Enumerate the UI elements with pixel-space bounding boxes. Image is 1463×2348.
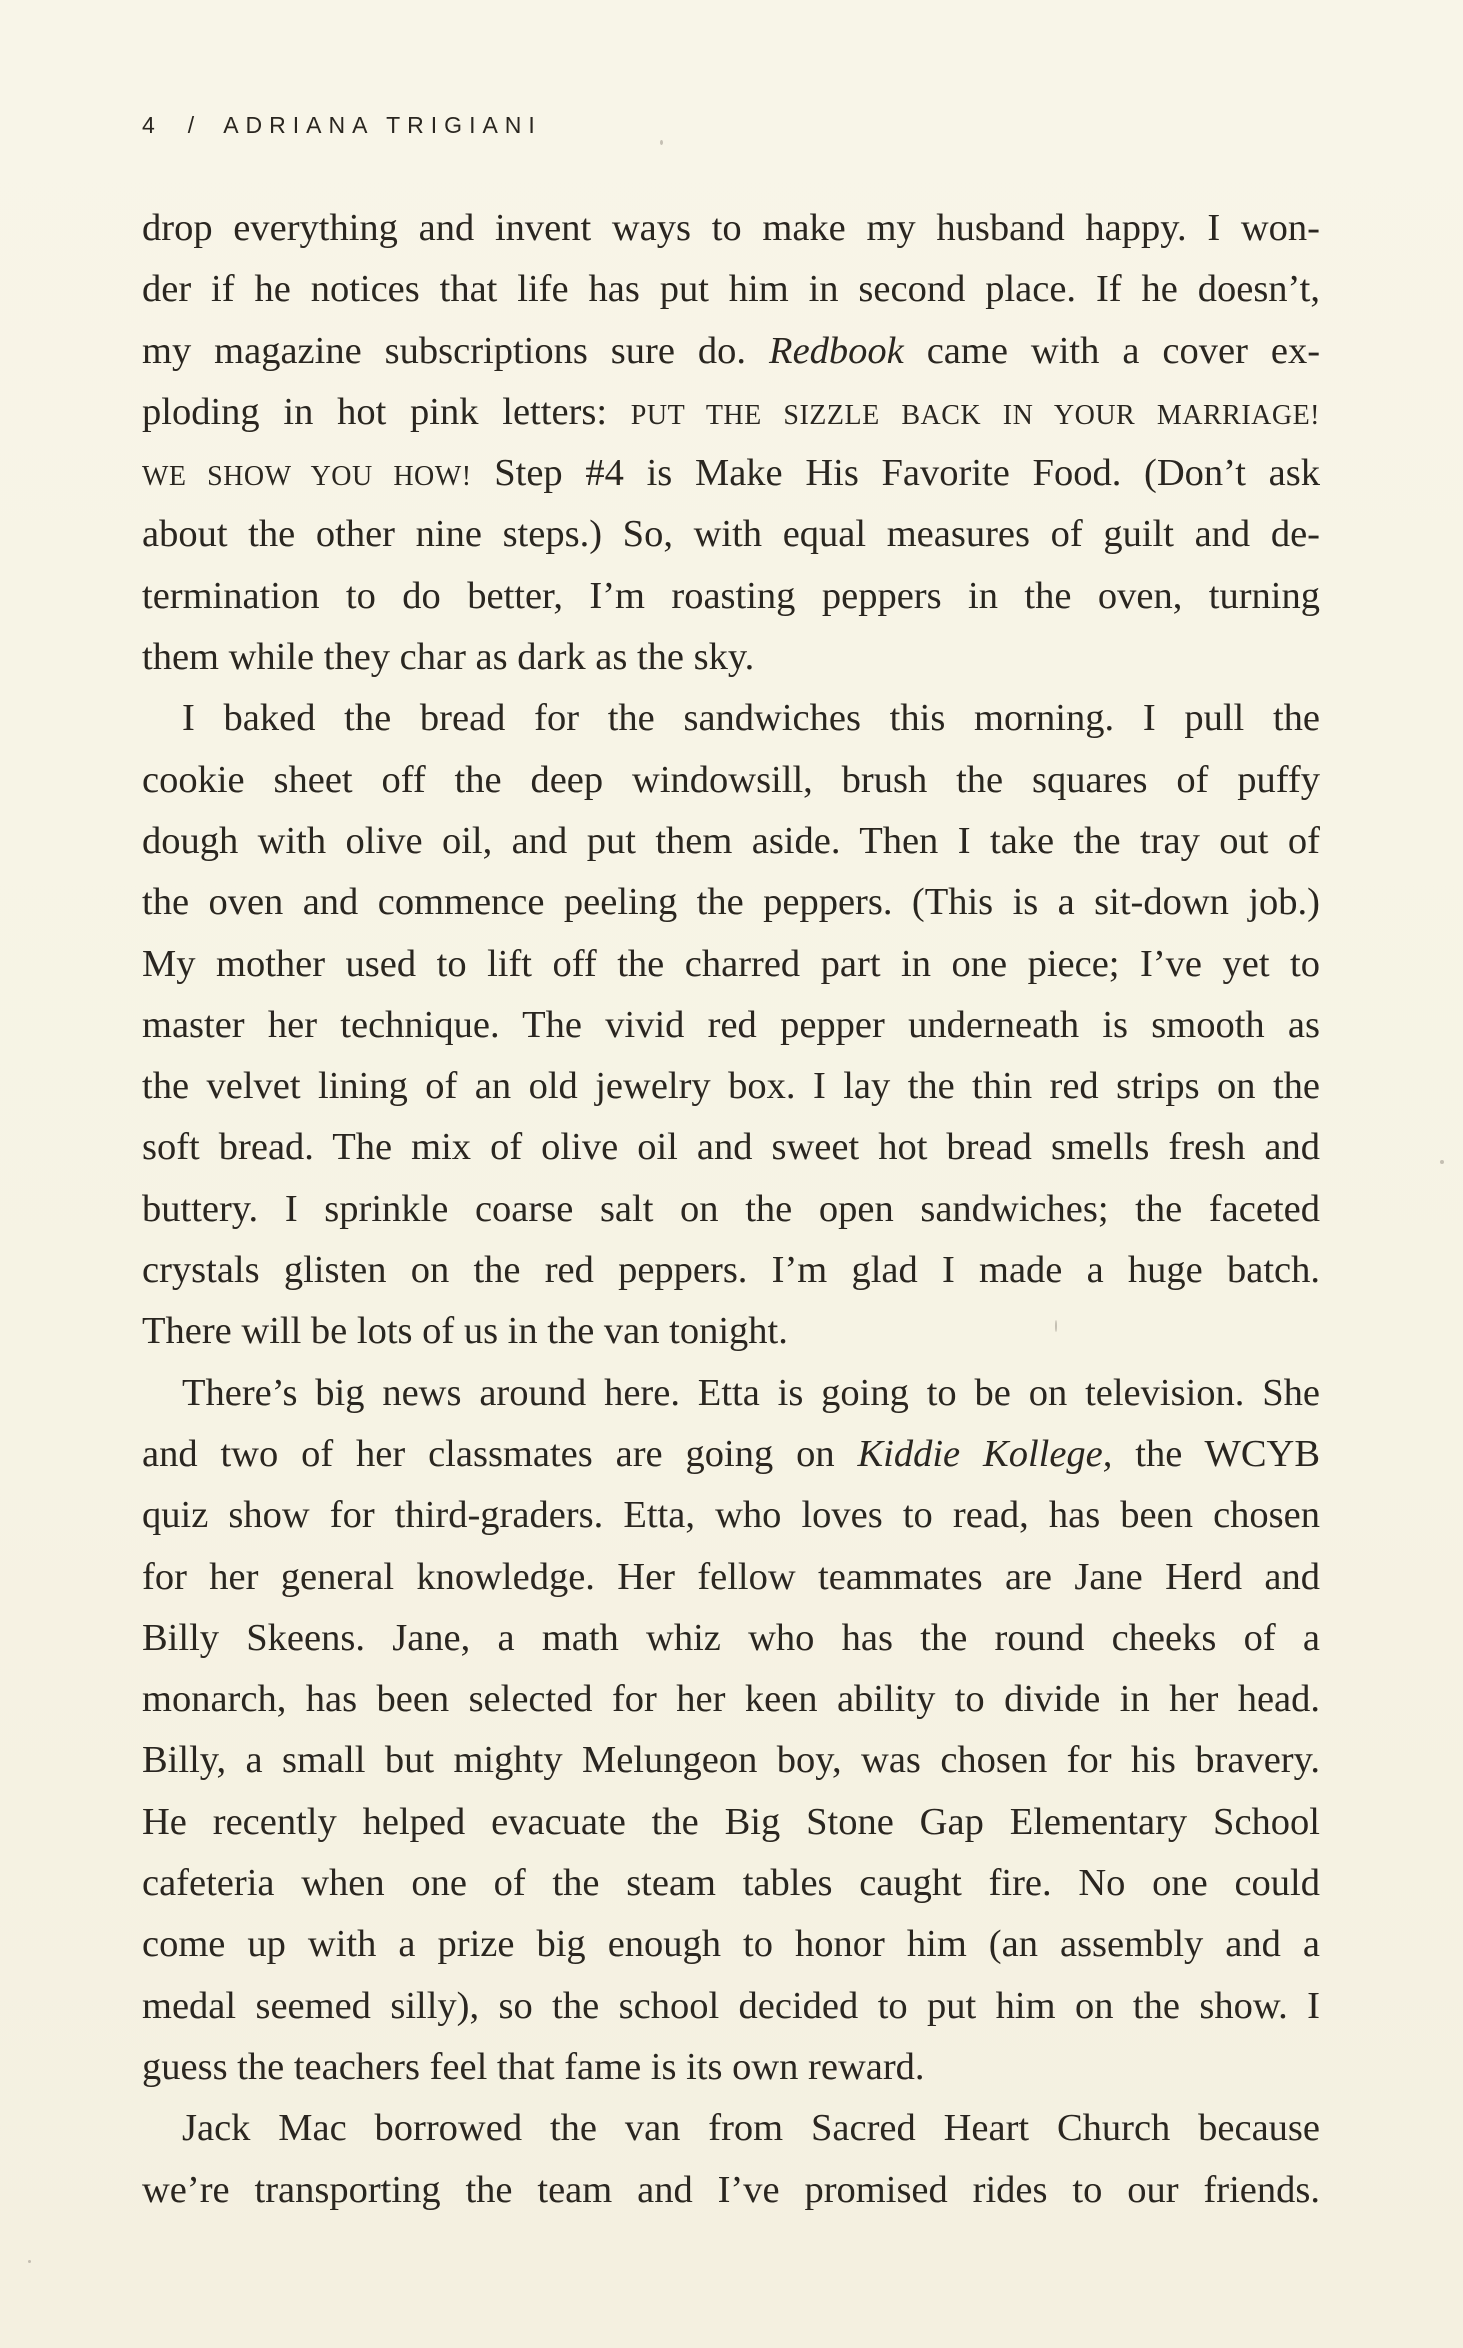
- text-line: and two of her classmates are going on Kiddie Kollege, the WCYB: [142, 1432, 1320, 1475]
- text-line: the oven and commence peeling the peppers. (This is a sit-down job.): [142, 881, 1320, 924]
- text-line: He recently helped evacuate the Big Stone Gap Elementary School: [142, 1800, 1320, 1843]
- text-line: cookie sheet off the deep windowsill, brush the squares of puffy: [142, 758, 1320, 801]
- text-line: WE SHOW YOU HOW! Step #4 is Make His Favorite Food. (Don’t ask: [142, 452, 1320, 495]
- running-head: [142, 112, 542, 139]
- text-line: Billy, a small but mighty Melungeon boy, was chosen for his bravery.: [142, 1739, 1320, 1782]
- text-line: My mother used to lift off the charred part in one piece; I’ve yet to: [142, 942, 1320, 985]
- text-line: Billy Skeens. Jane, a math whiz who has the round cheeks of a: [142, 1616, 1320, 1659]
- text-line: the velvet lining of an old jewelry box. I lay the thin red strips on the: [142, 1065, 1320, 1108]
- header-separator: /: [187, 112, 202, 138]
- text-line: drop everything and invent ways to make my husband happy. I won-: [142, 207, 1320, 249]
- text-line: I baked the bread for the sandwiches this morning. I pull the: [182, 697, 1320, 740]
- text-line: them while they char as dark as the sky.: [142, 636, 755, 679]
- text-line: quiz show for third-graders. Etta, who loves to read, has been chosen: [142, 1494, 1320, 1537]
- scan-speck: [28, 2260, 31, 2263]
- scan-speck: [1440, 1160, 1444, 1164]
- text-line: There’s big news around here. Etta is going to be on television. She: [182, 1371, 1320, 1414]
- text-line: Jack Mac borrowed the van from Sacred Heart Church because: [182, 2107, 1320, 2150]
- text-line: master her technique. The vivid red pepper underneath is smooth as: [142, 1003, 1320, 1046]
- text-line: about the other nine steps.) So, with equal measures of guilt and de-: [142, 513, 1320, 556]
- text-line: medal seemed silly), so the school decided to put him on the show. I: [142, 1984, 1320, 2027]
- small-caps-headline: WE SHOW YOU HOW!: [142, 461, 472, 493]
- magazine-title: Redbook: [769, 329, 904, 372]
- text-line: buttery. I sprinkle coarse salt on the open sandwiches; the faceted: [142, 1187, 1320, 1230]
- text-line: dough with olive oil, and put them aside. Then I take the tray out of: [142, 819, 1320, 862]
- scan-speck: [660, 140, 663, 145]
- text-line: crystals glisten on the red peppers. I’m glad I made a huge batch.: [142, 1249, 1320, 1292]
- small-caps-headline: PUT THE SIZZLE BACK IN YOUR MARRIAGE!: [630, 399, 1320, 431]
- text-line: soft bread. The mix of olive oil and sweet hot bread smells fresh and: [142, 1126, 1320, 1169]
- text-line: ploding in hot pink letters: PUT THE SIZZLE BACK IN YOUR MARRIAGE!: [142, 390, 1320, 433]
- page-number: 4: [142, 112, 162, 138]
- text-line: come up with a prize big enough to honor him (an assembly and a: [142, 1923, 1320, 1966]
- text-line: for her general knowledge. Her fellow teammates are Jane Herd and: [142, 1555, 1320, 1598]
- text-line: my magazine subscriptions sure do. Redbook came with a cover ex-: [142, 329, 1320, 372]
- text-line: der if he notices that life has put him in second place. If he doesn’t,: [142, 268, 1320, 311]
- text-line: guess the teachers feel that fame is its own reward.: [142, 2045, 925, 2088]
- text-line: cafeteria when one of the steam tables caught fire. No one could: [142, 1862, 1320, 1905]
- text-line: termination to do better, I’m roasting peppers in the oven, turning: [142, 574, 1320, 617]
- text-line: There will be lots of us in the van tonight.: [142, 1310, 788, 1353]
- scan-speck: [1055, 1320, 1057, 1332]
- text-line: we’re transporting the team and I’ve promised rides to our friends.: [142, 2168, 1320, 2211]
- author-name: ADRIANA TRIGIANI: [223, 112, 542, 138]
- show-title: Kiddie Kollege,: [857, 1432, 1113, 1475]
- text-line: monarch, has been selected for her keen ability to divide in her head.: [142, 1678, 1320, 1721]
- body-text: [142, 198, 1320, 2221]
